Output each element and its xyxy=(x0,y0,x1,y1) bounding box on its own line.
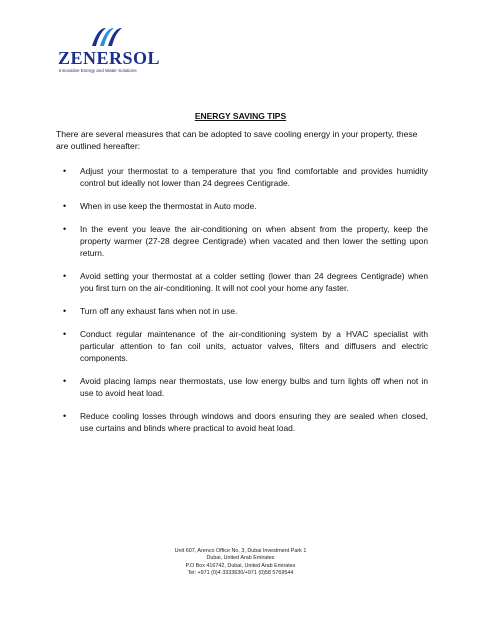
bullet-icon: • xyxy=(63,224,67,235)
tips-list xyxy=(56,166,428,446)
footer-address xyxy=(0,548,481,578)
bullet-icon: • xyxy=(63,329,67,340)
footer-line: Unit 607, Arenco Office No. 3, Dubai Investment Park 1 xyxy=(174,548,307,554)
logo-tagline: Innovative Energy and Water Solutions xyxy=(59,68,137,73)
list-item xyxy=(56,329,428,364)
tip-text: Reduce cooling losses through windows and doors ensuring they are sealed when closed, use curtains and blinds where practical to avoid heat load. xyxy=(80,411,428,433)
tip-text: Turn off any exhaust fans when not in use. xyxy=(80,306,238,316)
bullet-icon: • xyxy=(63,306,67,316)
tip-text: Avoid setting your thermostat at a colder setting (lower than 24 degrees Centigrade) when you first turn on the air-conditioning. It will not cool your home any faster. xyxy=(80,271,428,293)
intro-paragraph: There are several measures that can be adopted to save cooling energy in your property, these are outlined hereafter: xyxy=(56,129,418,151)
tip-text: When in use keep the thermostat in Auto mode. xyxy=(80,201,257,211)
list-item xyxy=(56,306,428,318)
logo-waves-icon xyxy=(88,26,128,48)
bullet-icon: • xyxy=(63,201,67,211)
footer-line: P.O Box 416742, Dubai, United Arab Emirates xyxy=(185,562,296,569)
footer-line: Tel: +971 (0)4 3333630/+971 (0)58 5769544 xyxy=(187,570,294,577)
list-item xyxy=(56,376,428,399)
page-title: ENERGY SAVING TIPS xyxy=(194,111,287,121)
logo-wordmark: ZENERSOL xyxy=(58,48,161,68)
list-item xyxy=(56,166,428,189)
list-item xyxy=(56,271,428,294)
tip-text: In the event you leave the air-conditioning on when absent from the property, keep the property warmer (27-28 degree Centigrade) when vacated and then lower the setting upon return. xyxy=(80,224,428,258)
bullet-icon: • xyxy=(63,411,67,421)
list-item xyxy=(56,411,428,434)
tip-text: Adjust your thermostat to a temperature that you find comfortable and provides humidity control but ideally not lower than 24 degrees Centigrade. xyxy=(80,166,428,188)
bullet-icon: • xyxy=(63,166,67,176)
bullet-icon: • xyxy=(63,376,67,386)
footer-line: Dubai, United Arab Emirates xyxy=(206,555,275,562)
list-item xyxy=(56,201,428,213)
company-logo xyxy=(58,26,161,74)
bullet-icon: • xyxy=(63,271,67,281)
tip-text: Conduct regular maintenance of the air-conditioning system by a HVAC specialist with particular attention to fan coil units, actuator valves, filters and diffusers and electric components. xyxy=(80,329,428,363)
list-item xyxy=(56,224,428,259)
tip-text: Avoid placing lamps near thermostats, use low energy bulbs and turn lights off when not in use to avoid heat load. xyxy=(80,376,428,398)
